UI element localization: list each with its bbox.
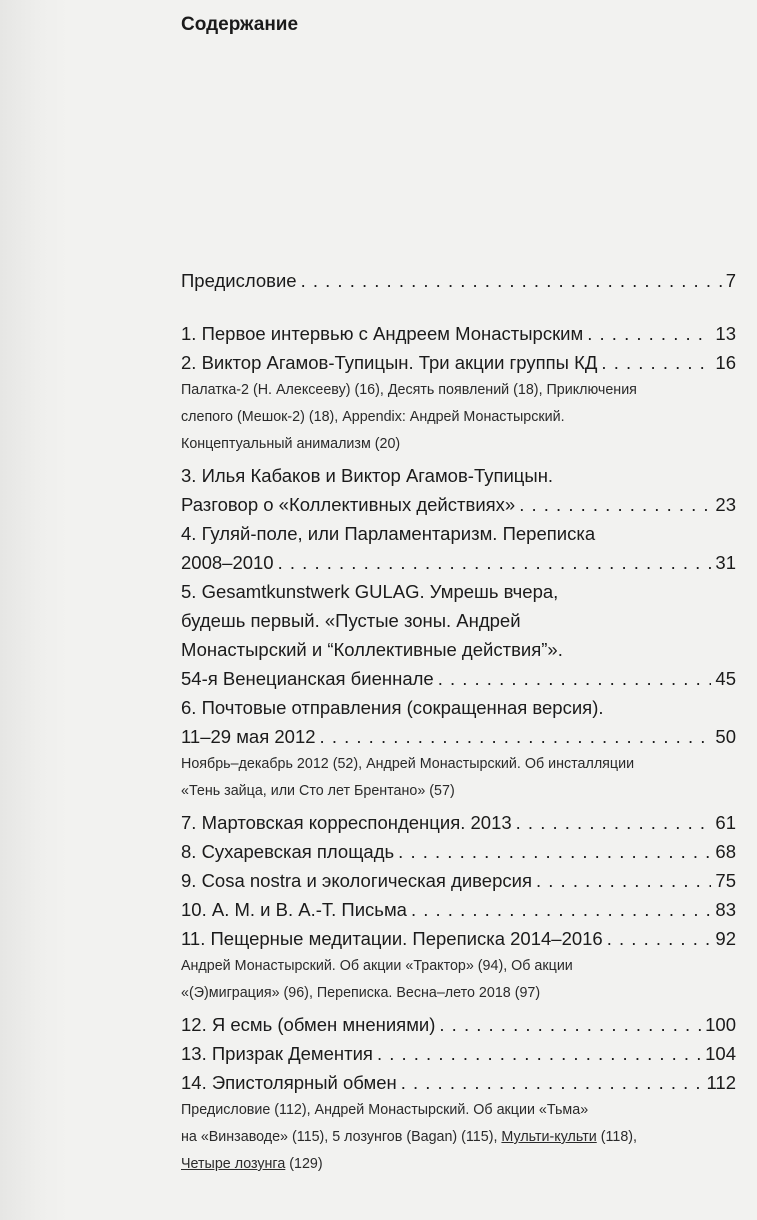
page-number: 61 — [715, 812, 736, 833]
page-number: 112 — [706, 1072, 736, 1093]
entry-title: Предисловие — [181, 270, 297, 291]
entry-title: 1. Первое интервью с Андреем Монастырским — [181, 323, 584, 344]
subentry-text: на «Винзаводе» (115), 5 лозунгов (Bagan) (115), — [181, 1129, 502, 1145]
toc-entry-8[interactable] — [181, 837, 736, 866]
leader-dots — [278, 548, 712, 577]
toc-entry-6[interactable] — [181, 722, 736, 751]
toc-entry-13[interactable] — [181, 1039, 736, 1068]
leader-dots — [438, 664, 712, 693]
toc-entry-2[interactable] — [181, 348, 736, 377]
toc-entry-11[interactable] — [181, 924, 736, 953]
subentry-text: (118), — [596, 1129, 638, 1145]
entry-title: 12. Я есмь (обмен мнениями) — [181, 1014, 436, 1035]
page-number: 50 — [715, 726, 736, 747]
leader-dots — [439, 1010, 701, 1039]
page-number: 75 — [715, 870, 736, 891]
toc-subentry — [181, 1124, 736, 1151]
entry-title: 14. Эпистолярный обмен — [181, 1072, 397, 1093]
toc-entry-9[interactable] — [181, 866, 736, 895]
toc-entry-5[interactable] — [181, 664, 736, 693]
leader-dots — [377, 1039, 701, 1068]
entry-title: 7. Мартовская корреспонденция. 2013 — [181, 812, 512, 833]
toc-entry-6-line: 6. Почтовые отправления (сокращенная версия). — [181, 697, 604, 718]
entry-title: 8. Сухаревская площадь — [181, 841, 395, 862]
toc-entries — [181, 266, 736, 1178]
toc-subentry: Андрей Монастырский. Об акции «Трактор» (94), Об акции — [181, 958, 573, 974]
leader-dots — [587, 319, 711, 348]
toc-entry-10[interactable] — [181, 895, 736, 924]
page-number: 13 — [715, 323, 736, 344]
page-number: 16 — [715, 352, 736, 373]
page-number: 31 — [715, 552, 736, 573]
page-edge-shadow — [0, 0, 70, 1220]
page-number: 7 — [725, 270, 736, 291]
page-number: 100 — [705, 1014, 736, 1035]
page-number: 104 — [705, 1043, 736, 1064]
entry-title: 13. Призрак Дементия — [181, 1043, 373, 1064]
leader-dots — [320, 722, 712, 751]
page-title: Содержание — [181, 14, 299, 35]
leader-dots — [536, 866, 711, 895]
page-number: 23 — [715, 494, 736, 515]
leader-dots — [401, 1068, 703, 1097]
entry-title: 9. Cosa nostra и экологическая диверсия — [181, 870, 532, 891]
toc-entry-12[interactable] — [181, 1010, 736, 1039]
toc-entry-14[interactable] — [181, 1068, 736, 1097]
toc-subentry: Палатка-2 (Н. Алексееву) (16), Десять появлений (18), Приключения — [181, 382, 637, 398]
toc-entry-3-line: 3. Илья Кабаков и Виктор Агамов-Тупицын. — [181, 465, 554, 486]
toc-subentry: Ноябрь–декабрь 2012 (52), Андрей Монастырский. Об инсталляции — [181, 756, 635, 772]
toc-entry-5-line: 5. Gesamtkunstwerk GULAG. Умрешь вчера, — [181, 581, 559, 602]
toc-subentry: «(Э)миграция» (96), Переписка. Весна–лето 2018 (97) — [181, 985, 541, 1001]
leader-dots — [398, 837, 711, 866]
toc-subentry: слепого (Мешок-2) (18), Appendix: Андрей Монастырский. — [181, 409, 565, 425]
leader-dots — [516, 808, 712, 837]
toc-entry-4-line: 4. Гуляй-поле, или Парламентаризм. Переписка — [181, 523, 596, 544]
toc-entry-5-line: будешь первый. «Пустые зоны. Андрей — [181, 610, 521, 631]
page-number: 68 — [715, 841, 736, 862]
subentry-underlined: Четыре лозунга — [181, 1156, 286, 1172]
toc-subentry: «Тень зайца, или Сто лет Брентано» (57) — [181, 783, 455, 799]
leader-dots — [601, 348, 711, 377]
spacer — [181, 295, 736, 319]
leader-dots — [301, 266, 722, 295]
entry-title: 11–29 мая 2012 — [181, 726, 316, 747]
page-number: 83 — [715, 899, 736, 920]
toc-entry-4[interactable] — [181, 548, 736, 577]
subentry-text: (129) — [285, 1156, 323, 1172]
leader-dots — [411, 895, 711, 924]
toc-entry-3[interactable] — [181, 490, 736, 519]
page-number: 45 — [715, 668, 736, 689]
entry-title: 10. А. М. и В. А.-Т. Письма — [181, 899, 407, 920]
toc-subentry: Концептуальный анимализм (20) — [181, 436, 401, 452]
entry-title: 2008–2010 — [181, 552, 274, 573]
toc-subentry: Предисловие (112), Андрей Монастырский. Об акции «Тьма» — [181, 1102, 589, 1118]
entry-title: Разговор о «Коллективных действиях» — [181, 494, 516, 515]
toc-subentry — [181, 1151, 736, 1178]
leader-dots — [519, 490, 711, 519]
toc-entry-1[interactable] — [181, 319, 736, 348]
entry-title: 2. Виктор Агамов-Тупицын. Три акции группы КД — [181, 352, 598, 373]
page-number: 92 — [715, 928, 736, 949]
toc-entry-preface[interactable] — [181, 266, 736, 295]
entry-title: 11. Пещерные медитации. Переписка 2014–2016 — [181, 928, 603, 949]
toc-entry-5-line: Монастырский и “Коллективные действия”». — [181, 639, 563, 660]
subentry-underlined: Мульти-культи — [501, 1129, 597, 1145]
toc-entry-7[interactable] — [181, 808, 736, 837]
entry-title: 54-я Венецианская биеннале — [181, 668, 434, 689]
leader-dots — [607, 924, 712, 953]
